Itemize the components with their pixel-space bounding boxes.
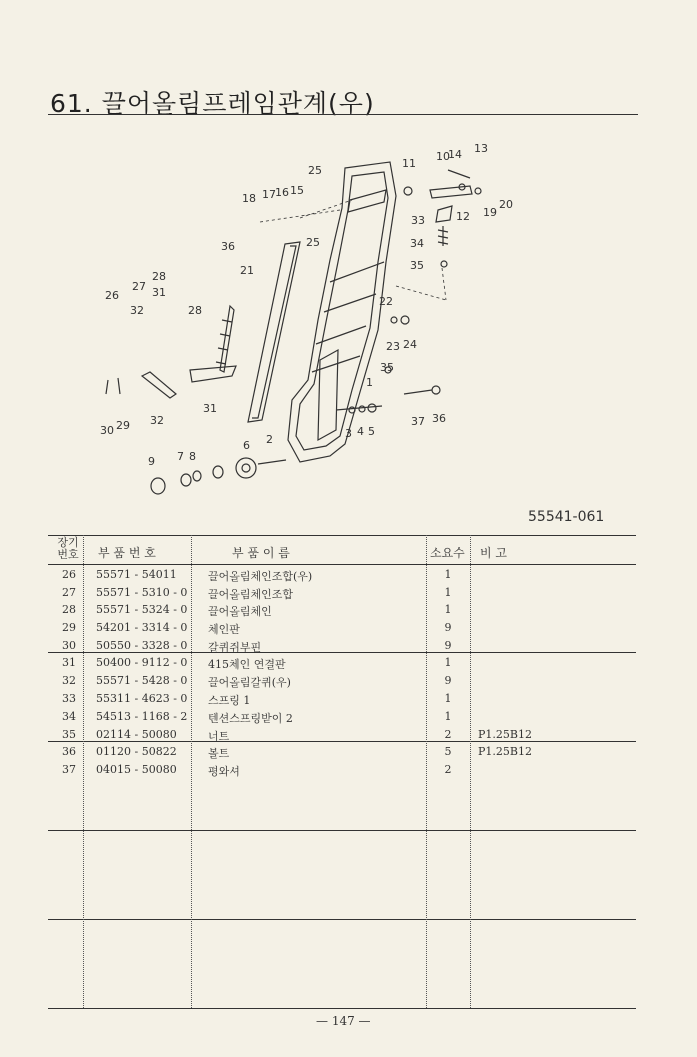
callout-12: 12 [456,210,470,223]
table-row [0,619,697,637]
callout-31: 31 [203,402,217,415]
table-group-rule-4 [48,919,636,920]
callout-21: 21 [240,264,254,277]
quantity: 1 [444,586,452,599]
part-number: 54513 - 1168 - 2 [96,710,188,723]
quantity: 1 [444,603,452,616]
quantity: 1 [444,692,452,705]
callout-29: 29 [116,419,130,432]
remarks: P1.25B12 [478,728,532,741]
part-number: 55571 - 5324 - 0 [96,603,188,616]
part-name: 볼트 [208,747,230,760]
callout-4: 4 [357,425,364,438]
callout-15: 15 [290,184,304,197]
callout-22: 22 [379,295,393,308]
item-number: 34 [62,710,76,723]
callout-24: 24 [403,338,417,351]
table-row [0,690,697,708]
part-number: 55571 - 5428 - 0 [96,674,188,687]
callout-8: 8 [189,450,196,463]
quantity: 5 [444,745,452,758]
quantity: 9 [444,621,452,634]
part-name: 끌어올림체인조합 [208,588,294,601]
item-number: 36 [62,745,76,758]
callout-20: 20 [499,198,513,211]
callout-13: 13 [474,142,488,155]
callout-9: 9 [148,455,155,468]
callout-11: 11 [402,157,416,170]
callout-28: 28 [152,270,166,283]
table-row [0,637,697,655]
sprocket-drawing [151,458,286,494]
quantity: 2 [444,763,452,776]
quantity: 9 [444,639,452,652]
item-number: 35 [62,728,76,741]
callout-30: 30 [100,424,114,437]
callout-6: 6 [243,439,250,452]
part-number: 55311 - 4623 - 0 [96,692,188,705]
part-name: 체인판 [208,623,240,636]
part-name: 끌어올림체인조합(우) [208,570,313,583]
quantity: 1 [444,568,452,581]
callout-1: 1 [366,376,373,389]
item-number: 37 [62,763,76,776]
table-row [0,743,697,761]
callout-35: 35 [380,361,394,374]
table-row [0,584,697,602]
header-quantity: 소요수 [430,546,465,560]
page-number: — 147 — [316,1014,371,1028]
callout-31: 31 [152,286,166,299]
item-number: 26 [62,568,76,581]
table-row [0,601,697,619]
callout-17: 17 [262,188,276,201]
callout-34: 34 [410,237,424,250]
part-name: 너트 [208,730,230,743]
callout-7: 7 [177,450,184,463]
callout-37: 37 [411,415,425,428]
callout-32: 32 [130,304,144,317]
exploded-parts-diagram [0,0,697,500]
item-number: 29 [62,621,76,634]
item-number: 31 [62,656,76,669]
chain-drawing [216,306,234,372]
header-part-number: 부 품 번 호 [98,546,156,560]
table-bottom-rule [48,1008,636,1009]
quantity: 2 [444,728,452,741]
part-name: 415체인 연결판 [208,658,286,671]
table-group-rule-3 [48,830,636,831]
callout-26: 26 [105,289,119,302]
part-number: 01120 - 50822 [96,745,177,758]
part-name: 평와셔 [208,765,240,778]
item-number: 32 [62,674,76,687]
callout-27: 27 [132,280,146,293]
rake-drawing [106,366,236,398]
table-row [0,566,697,584]
callout-23: 23 [386,340,400,353]
callout-5: 5 [368,425,375,438]
part-number: 55571 - 5310 - 0 [96,586,188,599]
callout-3: 3 [345,427,352,440]
part-name: 끌어올림체인 [208,605,272,618]
callout-35: 35 [410,259,424,272]
callout-36: 36 [432,412,446,425]
item-number: 30 [62,639,76,652]
table-row [0,726,697,744]
callout-14: 14 [448,148,462,161]
table-row [0,654,697,672]
part-number: 54201 - 3314 - 0 [96,621,188,634]
part-number: 02114 - 50080 [96,728,177,741]
part-name: 끌어올림갈퀴(우) [208,676,291,689]
item-number: 33 [62,692,76,705]
header-remarks: 비 고 [480,546,507,560]
page-title: 61. 끌어올림프레임관계(우) [50,89,375,118]
callout-16: 16 [275,186,289,199]
callout-25: 25 [308,164,322,177]
table-row [0,708,697,726]
left-rail-drawing [248,242,300,422]
table-top-rule [48,535,636,536]
quantity: 1 [444,656,452,669]
part-name: 스프링 1 [208,694,251,707]
callout-25: 25 [306,236,320,249]
callout-33: 33 [411,214,425,227]
part-number: 04015 - 50080 [96,763,177,776]
header-no: 장기 번호 [57,536,79,561]
diagram-code: 55541-061 [528,509,605,525]
callout-28: 28 [188,304,202,317]
callout-19: 19 [483,206,497,219]
callout-2: 2 [266,433,273,446]
part-name: 텐션스프링받이 2 [208,712,293,725]
header-part-name: 부 품 이 름 [232,546,290,560]
callout-32: 32 [150,414,164,427]
part-number: 50400 - 9112 - 0 [96,656,188,669]
table-row [0,672,697,690]
table-header-rule [48,564,636,565]
callout-18: 18 [242,192,256,205]
part-number: 55571 - 54011 [96,568,177,581]
table-row [0,761,697,779]
item-number: 28 [62,603,76,616]
lift-frame-drawing [288,162,396,462]
quantity: 9 [444,674,452,687]
part-number: 50550 - 3328 - 0 [96,639,188,652]
quantity: 1 [444,710,452,723]
part-name: 갈퀴쥐부핀 [208,641,262,654]
callout-10: 10 [436,150,450,163]
item-number: 27 [62,586,76,599]
callout-36: 36 [221,240,235,253]
remarks: P1.25B12 [478,745,532,758]
